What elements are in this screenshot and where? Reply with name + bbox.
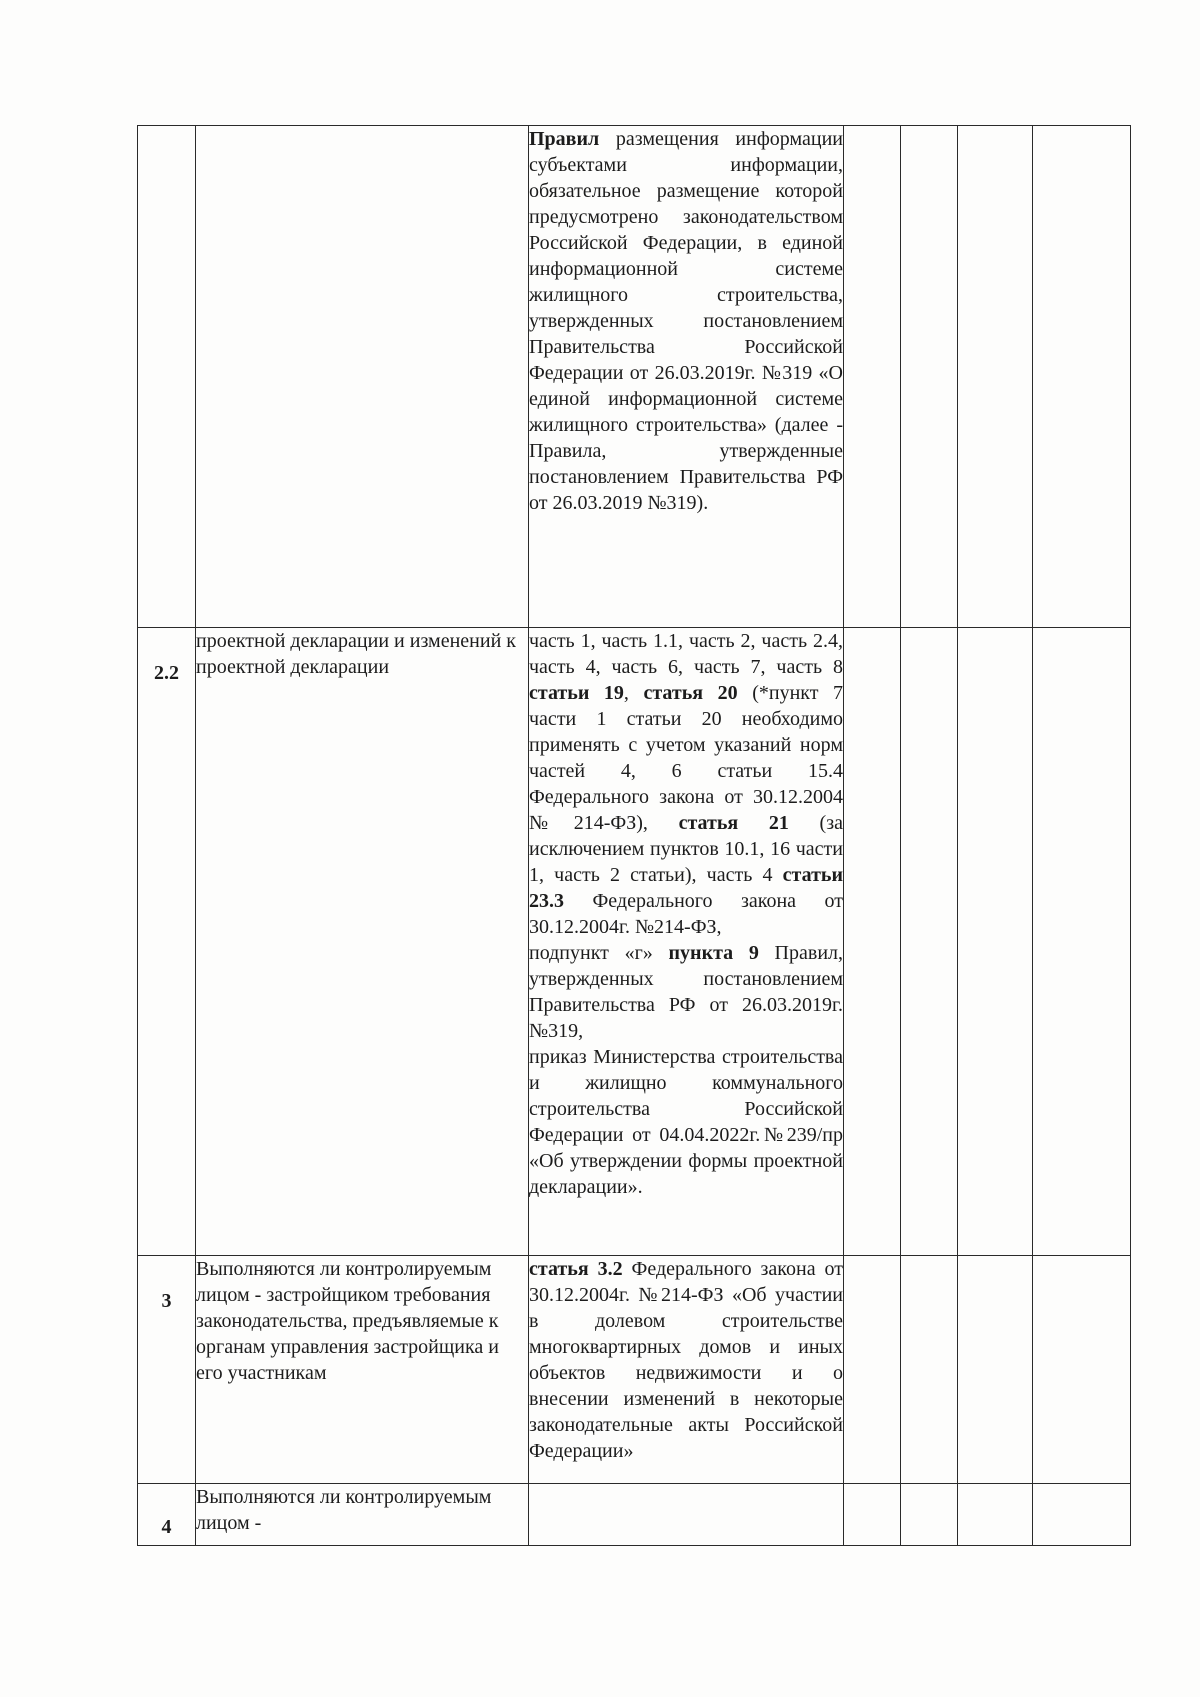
answer-no-cell[interactable] (901, 628, 958, 1256)
law-text-bold: статьи 23.3 (529, 864, 843, 912)
item-number: 4 (138, 1484, 196, 1546)
law-reference-cell (529, 628, 844, 1256)
answer-na-cell[interactable] (958, 628, 1033, 1256)
law-reference-cell (529, 1256, 844, 1484)
law-text-bold: статья 20 (643, 682, 738, 704)
answer-na-cell[interactable] (958, 1256, 1033, 1484)
table-row (138, 126, 1131, 628)
law-text: Правил размещения информации субъектами информации, обязательное размещение которой предусмотрено законодательством Российской Федерации, в единой информационной системе жилищного строительства, утвержденных постановлением Правительства Российской Федерации от 26.03.2019г. №319 «О единой информационной системе жилищного строительства» (далее - Правила, утвержденные постановлением Правительства РФ от 26.03.2019 №319). (529, 128, 843, 514)
requirement-text: Выполняются ли контролируемым лицом - застройщиком требования законодательства, предъявляемые к органам управления застройщика и его участникам (196, 1258, 499, 1384)
answer-yes-cell[interactable] (844, 126, 901, 628)
law-reference-cell (529, 126, 844, 628)
answer-no-cell[interactable] (901, 1256, 958, 1484)
answer-na-cell[interactable] (958, 1484, 1033, 1546)
law-text: часть 1, часть 1.1, часть 2, часть 2.4, часть 4, часть 6, часть 7, часть 8 (529, 630, 843, 678)
note-cell[interactable] (1033, 1256, 1131, 1484)
answer-yes-cell[interactable] (844, 1484, 901, 1546)
law-text: Федерального закона от 30.12.2004г. №214-ФЗ, (529, 890, 843, 938)
law-text: приказ Министерства строительства и жилищно коммунального строительства Российской Федерации от 04.04.2022г.№239/пр «Об утверждении формы проектной декларации». (529, 1046, 843, 1198)
law-text-bold: пункта 9 (668, 942, 759, 964)
law-text-bold: статьи 19 (529, 682, 624, 704)
answer-yes-cell[interactable] (844, 1256, 901, 1484)
requirement-text: Выполняются ли контролируемым лицом - (196, 1486, 492, 1534)
law-text-bold: статья 3.2 (529, 1258, 623, 1280)
requirement-cell (196, 1484, 529, 1546)
requirement-cell (196, 628, 529, 1256)
note-cell[interactable] (1033, 628, 1131, 1256)
checklist-table (137, 125, 1131, 1546)
law-text: Правил, утвержденных постановлением Правительства РФ от 26.03.2019г. №319, (529, 942, 844, 1042)
note-cell[interactable] (1033, 1484, 1131, 1546)
law-text: (за исключением пунктов 10.1, 16 части 1, часть 2 статьи), часть 4 (529, 812, 843, 886)
answer-no-cell[interactable] (901, 126, 958, 628)
requirement-text: проектной декларации и изменений к проектной декларации (196, 630, 516, 678)
law-text-bold: статья 21 (678, 812, 789, 834)
law-text: подпункт «г» (529, 942, 669, 964)
item-number (138, 126, 196, 628)
answer-yes-cell[interactable] (844, 628, 901, 1256)
note-cell[interactable] (1033, 126, 1131, 628)
table-row (138, 1484, 1131, 1546)
answer-na-cell[interactable] (958, 126, 1033, 628)
table-row (138, 628, 1131, 1256)
answer-no-cell[interactable] (901, 1484, 958, 1546)
law-text: Федерального закона от 30.12.2004г. №214-ФЗ «Об участии в долевом строительстве многоквартирных домов и иных объектов недвижимости и о внесении изменений в некоторые законодательные акты Российской Федерации» (529, 1258, 843, 1462)
law-text: , (623, 682, 644, 704)
requirement-cell (196, 1256, 529, 1484)
law-text: (*пункт 7 части 1 статьи 20 необходимо применять с учетом указаний норм частей 4, 6 статьи 15.4 Федерального закона от 30.12.2004 №214-ФЗ), (529, 682, 844, 834)
item-number: 3 (138, 1256, 196, 1484)
law-reference-cell (529, 1484, 844, 1546)
item-number: 2.2 (138, 628, 196, 1256)
requirement-cell (196, 126, 529, 628)
table-row (138, 1256, 1131, 1484)
law-text-bold: Правил (529, 128, 600, 150)
